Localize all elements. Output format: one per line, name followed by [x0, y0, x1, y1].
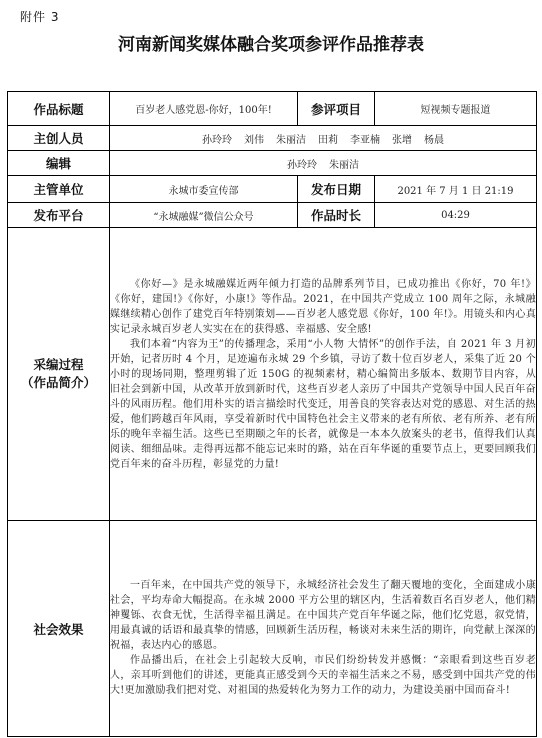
org-value: 永城市委宣传部 — [110, 176, 298, 203]
publish-date-label: 发布日期 — [298, 176, 375, 203]
process-label — [8, 228, 110, 521]
duration-value: 04:29 — [375, 203, 537, 228]
creator-name: 张增 — [392, 134, 412, 146]
row-process — [8, 228, 537, 521]
creator-name: 田莉 — [318, 134, 338, 146]
publish-date-value: 2021 年 7 月 1 日 21:19 — [375, 176, 537, 203]
editor-name: 孙玲玲 — [287, 159, 317, 171]
category-label: 参评项目 — [298, 92, 375, 126]
effect-content — [110, 521, 537, 737]
row-work-title — [8, 92, 537, 126]
nomination-form-table — [7, 91, 537, 737]
duration-label: 作品时长 — [298, 203, 375, 228]
platform-value: “永城融媒”微信公众号 — [110, 203, 298, 228]
effect-label: 社会效果 — [8, 521, 110, 737]
editors-label: 编辑 — [8, 151, 110, 176]
row-org-date — [8, 176, 537, 203]
creator-name: 朱丽洁 — [276, 134, 306, 146]
row-creators — [8, 126, 537, 151]
work-title-label: 作品标题 — [8, 92, 110, 126]
attachment-number: 附件 3 — [20, 10, 60, 24]
creators-label: 主创人员 — [8, 126, 110, 151]
process-content — [110, 228, 537, 521]
org-label: 主管单位 — [8, 176, 110, 203]
creators-value — [110, 126, 537, 151]
form-title: 河南新闻奖媒体融合奖项参评作品推荐表 — [118, 35, 424, 55]
process-label-line2: （作品简介） — [20, 375, 96, 390]
process-label-line1: 采编过程 — [33, 357, 84, 372]
effect-paragraph: 一百年来，在中国共产党的领导下，永城经济社会发生了翻天覆地的变化，全面建成小康社会，平均寿命大幅提高。在永城 2000 平方公里的辖区内，生活着数百名百岁老人，他们精神矍铄、衣食无忧，生活得幸福且满足。在中国共产党百年华诞之际，他们忆党恩，叙党情，用最真诚的话语和最真挚的情感，回顾新生活历程，畅谈对未来生活的期许，向党献上深深的祝福，表达内心的感恩。 — [110, 579, 536, 651]
row-effect — [8, 521, 537, 737]
creator-name: 孙玲玲 — [202, 134, 232, 146]
creator-name: 刘伟 — [244, 134, 264, 146]
process-paragraph: 我们本着“内容为王”的传播理念，采用“小人物 大情怀”的创作手法，自 2021 年 3 月初开始，记者历时 4 个月，足迹遍布永城 29 个乡镇，寻访了数十位百岁老人，采集了近 20 个小时的现场同期，整理剪辑了近 150G 的视频素材，精心编简出多版本、数期节目内容，从旧社会到新中国，从改革开放到新时代，这些百岁老人亲历了中国共产党领导中国人民百年奋斗的风雨历程。他们用朴实的语言描绘时代变迁，用善良的笑容表达对党的感恩、对生活的热爱，他们跨越百年风雨，享受着新时代中国特色社会主义带来的老有所依、老有所养、老有所乐的晚年幸福生活。这些已至期颐之年的长者，就像是一本本久放案头的老书，值得我们认真阅读、细细品味。走得再远都不能忘记来时的路，站在百年华诞的重要节点上，更要回顾我们党百年来的奋斗历程，彰显党的力量! — [110, 338, 536, 470]
row-editors — [8, 151, 537, 176]
work-title-value: 百岁老人感党恩-你好，100年! — [110, 92, 298, 126]
process-paragraph: 《你好—》是永城融媒近两年倾力打造的品牌系列节目，已成功推出《你好，70 年!》《你好，建国!》《你好，小康!》等作品。2021，在中国共产党成立 100 周年之际，永城融媒继续精心创作了建党百年特别策划——百岁老人感党恩《你好，100 年!》。用镜头和内心真实记录永城百岁老人实实在在的获得感、幸福感、安全感! — [110, 278, 536, 335]
category-value: 短视频专题报道 — [375, 92, 537, 126]
effect-paragraph: 作品播出后，在社会上引起较大反响，市民们纷纷转发并感慨：“亲眼看到这些百岁老人，亲耳听到他们的讲述，更能真正感受到今天的幸福生活来之不易，感受到中国共产党的伟大!更加激励我们把对党、对祖国的热爱转化为努力工作的动力，为建设美丽中国而奋斗! — [110, 654, 536, 696]
editors-value — [110, 151, 537, 176]
editor-name: 朱丽洁 — [329, 159, 359, 171]
row-platform-duration — [8, 203, 537, 228]
creator-name: 李亚楠 — [350, 134, 380, 146]
creator-name: 杨晨 — [424, 134, 444, 146]
platform-label: 发布平台 — [8, 203, 110, 228]
